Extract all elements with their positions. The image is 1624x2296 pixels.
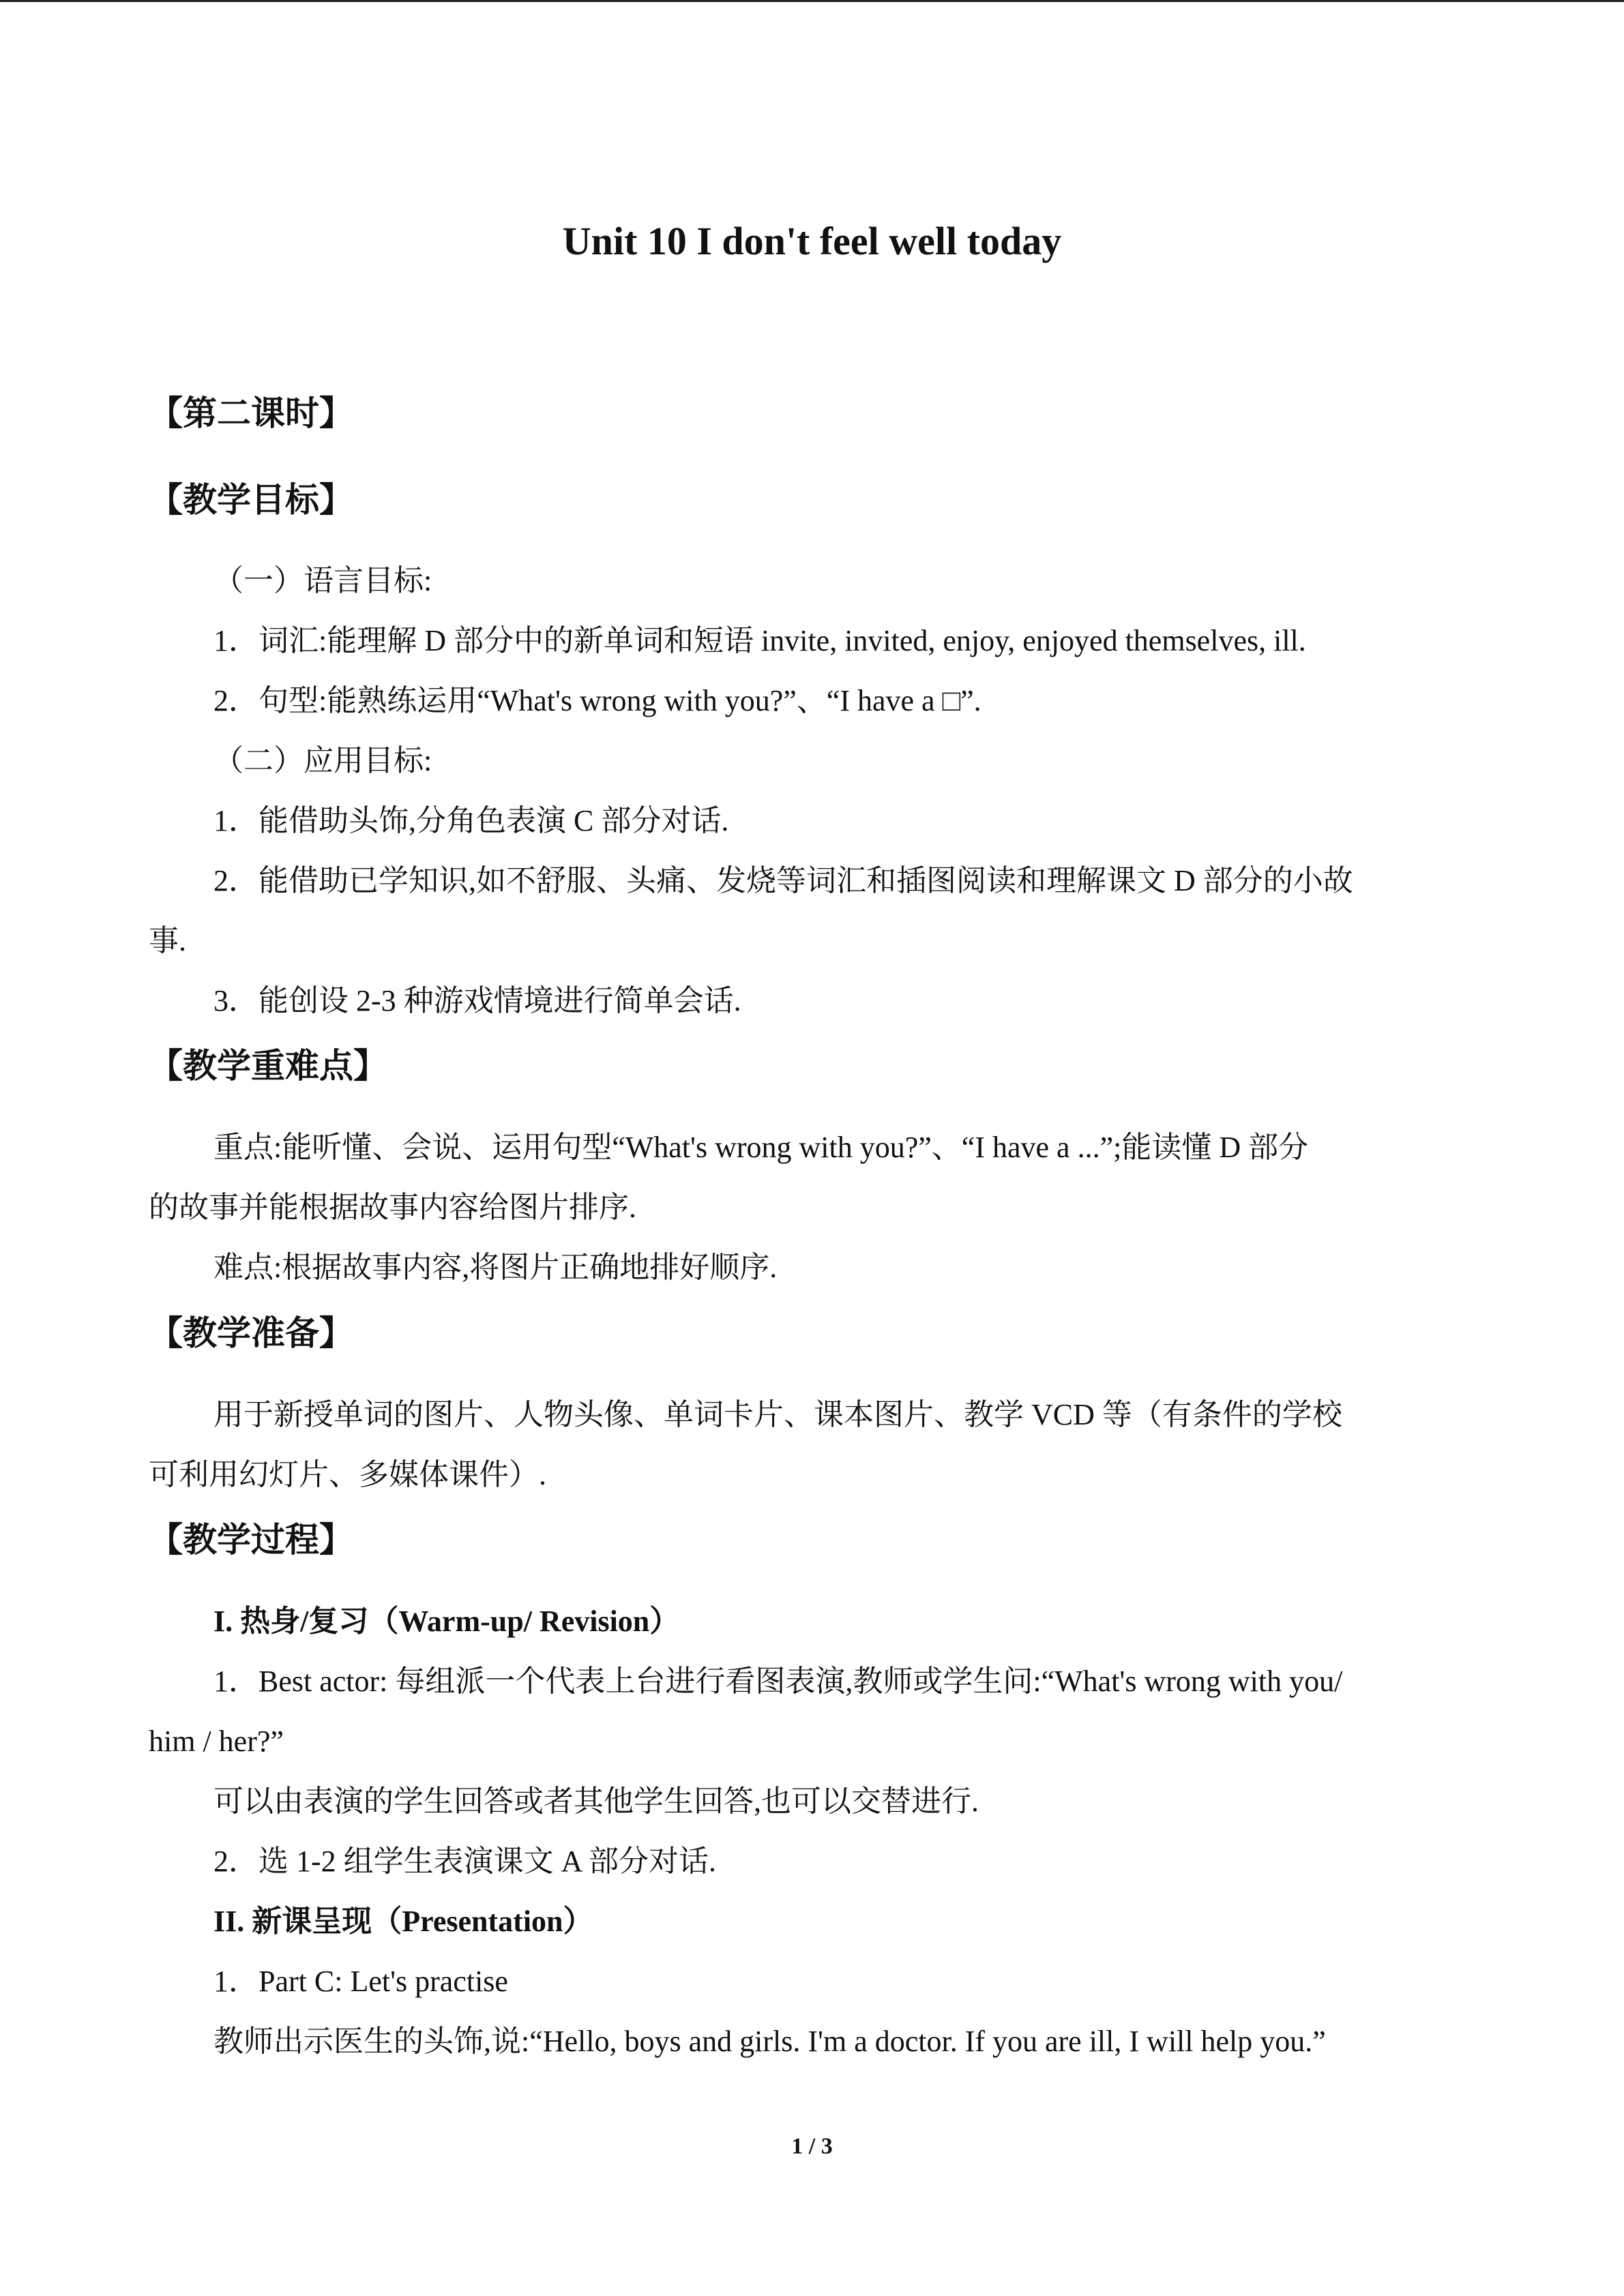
application-goal-2-line-1: 2．能借助已学知识,如不舒服、头痛、发烧等词汇和插图阅读和理解课文 D 部分的小故 [213,864,1353,897]
warmup-step-2: 2．选 1-2 组学生表演课文 A 部分对话. [213,1845,716,1878]
warmup-section-title: I. 热身/复习（Warm-up/ Revision） [213,1605,680,1638]
process-heading: 【教学过程】 [149,1520,353,1560]
application-goal-1: 1．能借助头饰,分角色表演 C 部分对话. [213,804,729,837]
preparation-line-1: 用于新授单词的图片、人物头像、单词卡片、课本图片、教学 VCD 等（有条件的学校 [213,1398,1342,1431]
language-goal-title: （一）语言目标: [213,564,432,597]
application-goal-2-line-2: 事. [149,924,186,957]
focus-line-1: 重点:能听懂、会说、运用句型“What's wrong with you?”、“I have a ...”;能读懂 D 部分 [213,1131,1309,1164]
warmup-step-1-line-1: 1．Best actor: 每组派一个代表上台进行看图表演,教师或学生问:“What's wrong with you/ [213,1665,1343,1698]
preparation-heading: 【教学准备】 [149,1313,353,1353]
application-goal-3: 3．能创设 2-3 种游戏情境进行简单会话. [213,984,741,1017]
difficulty-line: 难点:根据故事内容,将图片正确地排好顺序. [213,1251,778,1284]
document-title: Unit 10 I don't feel well today [562,219,1062,263]
lesson-heading: 【第二课时】 [149,393,353,433]
language-goal-2: 2．句型:能熟练运用“What's wrong with you?”、“I have a □”. [213,684,981,717]
page-number: 1 / 3 [791,2134,833,2159]
key-points-heading: 【教学重难点】 [149,1046,387,1086]
language-goal-1: 1．词汇:能理解 D 部分中的新单词和短语 invite, invited, enjoy, enjoyed themselves, ill. [213,624,1306,657]
preparation-line-2: 可利用幻灯片、多媒体课件）. [149,1458,546,1491]
presentation-step-1-text: 教师出示医生的头饰,说:“Hello, boys and girls. I'm a doctor. If you are ill, I will help you.” [213,2025,1326,2058]
presentation-section-title: II. 新课呈现（Presentation） [213,1905,593,1938]
presentation-step-1: 1．Part C: Let's practise [213,1965,508,1998]
focus-line-2: 的故事并能根据故事内容给图片排序. [149,1191,636,1224]
application-goal-title: （二）应用目标: [213,744,432,777]
warmup-step-1-note: 可以由表演的学生回答或者其他学生回答,也可以交替进行. [213,1785,979,1818]
objectives-heading: 【教学目标】 [149,480,353,520]
warmup-step-1-line-2: him / her?” [149,1725,284,1758]
